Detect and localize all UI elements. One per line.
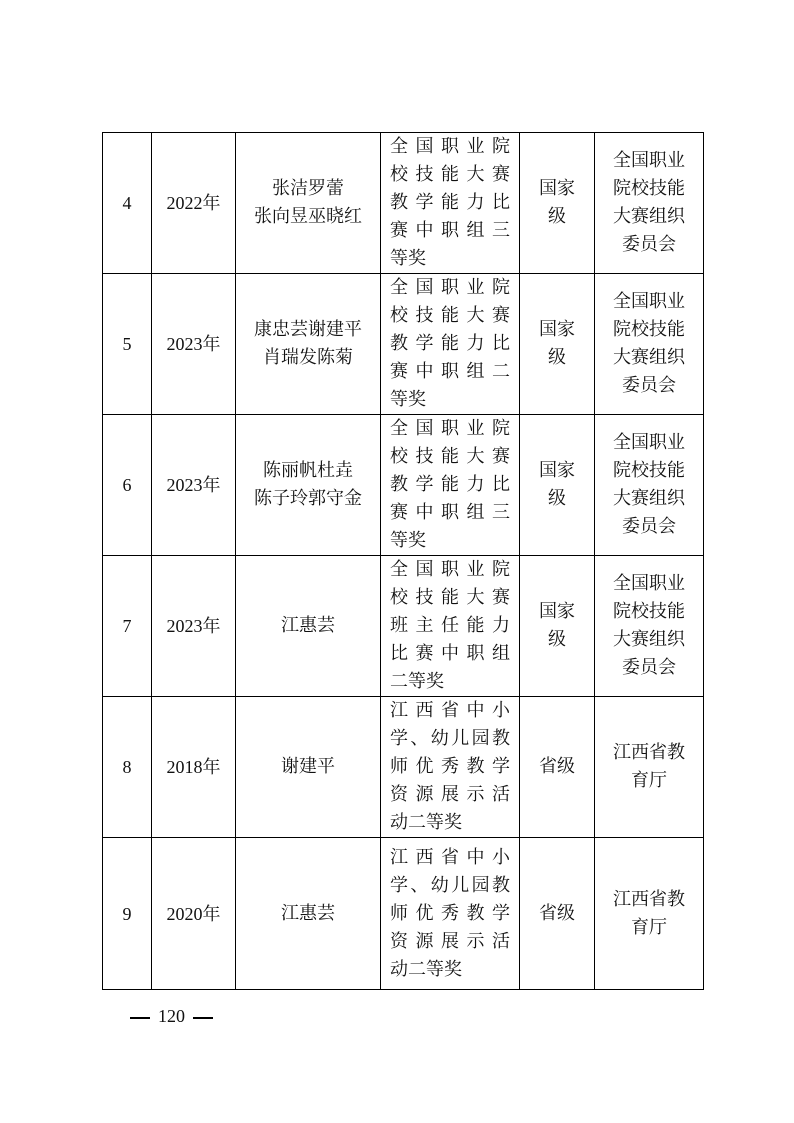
names-cell [236, 274, 381, 415]
level-text: 国家级 [539, 601, 575, 650]
awards-table [102, 132, 704, 990]
issuer-line: 委员会 [622, 375, 676, 396]
year-text: 2018年 [166, 757, 221, 777]
name-line: 张洁罗蕾 [272, 178, 344, 199]
table-row [103, 415, 704, 556]
year-text: 2023年 [166, 616, 221, 636]
table-row [103, 556, 704, 697]
award-cell [381, 415, 520, 556]
table-row [103, 274, 704, 415]
level-text: 国家级 [539, 460, 575, 509]
row-number-text: 5 [122, 334, 132, 354]
award-line: 赛中职组三 [390, 220, 510, 241]
award-line: 赛中职组二 [390, 361, 510, 382]
names-cell [236, 133, 381, 274]
year-cell [152, 415, 236, 556]
issuer-line: 全国职业 [613, 150, 685, 171]
names-cell [236, 697, 381, 838]
issuer-line: 院校技能 [613, 178, 685, 199]
award-line: 动二等奖 [390, 812, 462, 833]
table-row [103, 838, 704, 990]
award-line: 江西省中小 [390, 846, 510, 868]
award-line: 班主任能力 [390, 615, 510, 636]
award-line: 全国职业院 [390, 418, 510, 439]
row-number [103, 697, 152, 838]
issuer-line: 委员会 [622, 234, 676, 255]
level-text: 省级 [539, 902, 575, 924]
issuer-line: 委员会 [622, 657, 676, 678]
award-line: 二等奖 [390, 671, 444, 692]
issuer-cell [595, 838, 704, 990]
award-line: 资源展示活 [390, 784, 510, 805]
year-text: 2022年 [166, 193, 221, 213]
award-cell [381, 556, 520, 697]
award-line: 教学能力比 [390, 474, 510, 495]
award-cell [381, 133, 520, 274]
name-line: 张向昱巫晓红 [254, 206, 362, 227]
award-line: 等奖 [390, 530, 426, 551]
year-cell [152, 838, 236, 990]
row-number-text: 6 [122, 475, 132, 495]
year-cell [152, 697, 236, 838]
level-cell [520, 838, 595, 990]
award-line: 等奖 [390, 248, 426, 269]
row-number-text: 8 [122, 757, 132, 777]
award-line: 动二等奖 [390, 958, 462, 980]
row-number-text: 9 [122, 903, 132, 924]
level-text: 国家级 [539, 178, 575, 227]
row-number [103, 415, 152, 556]
award-line: 教学能力比 [390, 333, 510, 354]
issuer-line: 院校技能 [613, 601, 685, 622]
name-line: 康忠芸谢建平 [254, 319, 362, 340]
issuer-line: 院校技能 [613, 319, 685, 340]
year-cell [152, 556, 236, 697]
award-line: 校技能大赛 [390, 587, 510, 608]
issuer-line: 委员会 [622, 516, 676, 537]
level-cell [520, 556, 595, 697]
level-text: 国家级 [539, 319, 575, 368]
award-line: 全国职业院 [390, 277, 510, 298]
row-number [103, 274, 152, 415]
name-line: 江惠芸 [281, 902, 335, 924]
name-line: 陈丽帆杜垚 [263, 460, 353, 481]
page-number: 120 [158, 1006, 185, 1026]
award-line: 比赛中职组 [390, 643, 510, 664]
issuer-cell [595, 415, 704, 556]
row-number-text: 7 [122, 616, 132, 636]
names-cell [236, 415, 381, 556]
level-cell [520, 697, 595, 838]
name-line: 谢建平 [281, 756, 335, 777]
level-text: 省级 [539, 756, 575, 777]
issuer-line: 江西省教 [613, 888, 685, 910]
issuer-line: 大赛组织 [613, 206, 685, 227]
award-line: 资源展示活 [390, 930, 510, 952]
issuer-line: 大赛组织 [613, 629, 685, 650]
level-cell [520, 274, 595, 415]
row-number [103, 133, 152, 274]
issuer-line: 江西省教 [613, 742, 685, 763]
dash-right [193, 1017, 213, 1019]
level-cell [520, 415, 595, 556]
award-line: 赛中职组三 [390, 502, 510, 523]
award-cell [381, 697, 520, 838]
award-line: 等奖 [390, 389, 426, 410]
row-number [103, 838, 152, 990]
issuer-cell [595, 274, 704, 415]
award-line: 学、幼儿园教 [390, 874, 510, 896]
name-line: 肖瑞发陈菊 [263, 347, 353, 368]
year-text: 2023年 [166, 475, 221, 495]
award-line: 校技能大赛 [390, 164, 510, 185]
award-line: 师优秀教学 [390, 902, 510, 924]
issuer-cell [595, 133, 704, 274]
level-cell [520, 133, 595, 274]
issuer-line: 大赛组织 [613, 347, 685, 368]
issuer-cell [595, 556, 704, 697]
table-row [103, 697, 704, 838]
dash-left [130, 1017, 150, 1019]
name-line: 陈子玲郭守金 [254, 488, 362, 509]
award-line: 江西省中小 [390, 700, 510, 721]
names-cell [236, 838, 381, 990]
award-cell [381, 274, 520, 415]
row-number-text: 4 [122, 193, 132, 213]
issuer-line: 全国职业 [613, 573, 685, 594]
award-line: 校技能大赛 [390, 446, 510, 467]
issuer-line: 全国职业 [613, 432, 685, 453]
award-line: 全国职业院 [390, 136, 510, 157]
issuer-line: 育厅 [631, 916, 667, 938]
issuer-line: 院校技能 [613, 460, 685, 481]
row-number [103, 556, 152, 697]
issuer-cell [595, 697, 704, 838]
award-line: 全国职业院 [390, 559, 510, 580]
award-line: 师优秀教学 [390, 756, 510, 777]
year-text: 2020年 [166, 903, 221, 924]
names-cell [236, 556, 381, 697]
name-line: 江惠芸 [281, 615, 335, 636]
award-line: 学、幼儿园教 [390, 728, 510, 749]
year-text: 2023年 [166, 334, 221, 354]
award-cell [381, 838, 520, 990]
issuer-line: 大赛组织 [613, 488, 685, 509]
year-cell [152, 274, 236, 415]
table-row [103, 133, 704, 274]
page-footer [122, 1006, 221, 1027]
award-line: 教学能力比 [390, 192, 510, 213]
issuer-line: 育厅 [631, 770, 667, 791]
issuer-line: 全国职业 [613, 291, 685, 312]
award-line: 校技能大赛 [390, 305, 510, 326]
year-cell [152, 133, 236, 274]
